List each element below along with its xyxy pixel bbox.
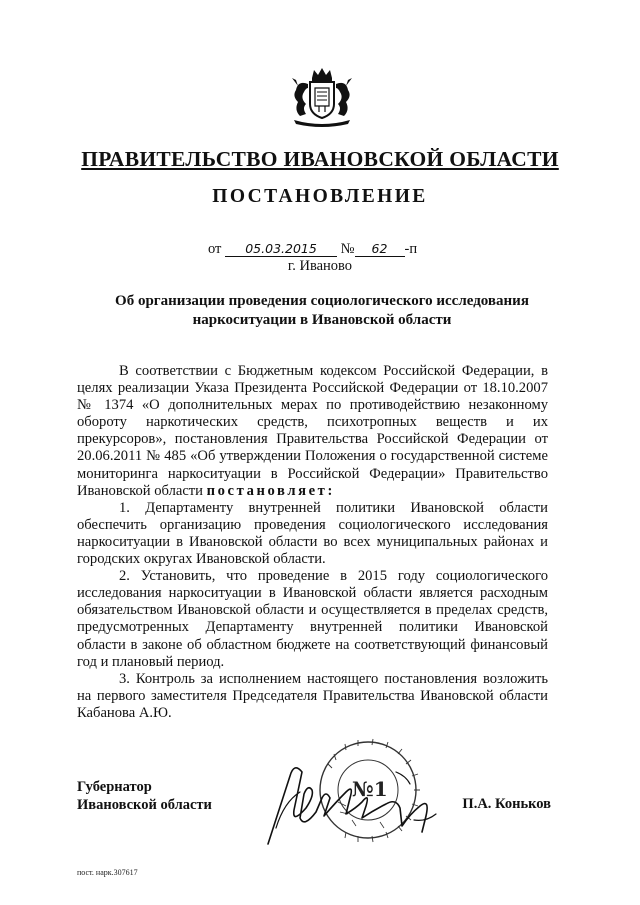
organization-title: ПРАВИТЕЛЬСТВО ИВАНОВСКОЙ ОБЛАСТИ	[81, 147, 559, 171]
subject-line-2: наркоситуации в Ивановской области	[192, 312, 452, 328]
document-type: ПОСТАНОВЛЕНИЕ	[212, 186, 428, 207]
handwritten-signature	[268, 768, 427, 844]
document-date: 05.03.2015	[225, 242, 337, 257]
city: г. Иваново	[287, 258, 353, 274]
signer-name: П.А. Коньков	[462, 796, 551, 812]
intro-text: В соответствии с Бюджетным кодексом Российской Федерации, в целях реализации Указа Президента Российской Федерации от 18.10.2007 № 1374 «О дополнительных мерах по противодействию незаконному обороту наркотических средств, психотропных веществ и их прекурсоров», постановления Правительства Российской Федерации от 20.06.2011 № 485 «Об утверждении Положения о государственной системе мониторинга наркоситуации в Российской Федерации» Правительство Ивановской области	[77, 363, 548, 499]
date-prefix: от	[208, 241, 222, 257]
signer-title-line-2: Ивановской области	[77, 797, 212, 813]
number-suffix: -п	[404, 241, 418, 257]
item-1: 1. Департаменту внутренней политики Ивановской области обеспечить организацию проведения социологического исследования наркоситуации в Ивановской области во всех муниципальных районах и городских округах Ивановской области.	[77, 499, 548, 568]
footer-reference: пост. нарк.307617	[77, 868, 138, 877]
item-2: 2. Установить, что проведение в 2015 году социологического исследования наркоситуации в Ивановской области является расходным обязательством Ивановской области и осуществляется в пределах средств, предусмотренных Департаменту внутренней политики Ивановской области в законе об областном бюджете на соответствующий финансовый год и плановый период.	[77, 568, 548, 670]
subject-line-1: Об организации проведения социологического исследования	[115, 293, 529, 309]
signature-stamp-graphic	[250, 732, 455, 850]
stamp-number: №1	[352, 777, 388, 801]
intro-paragraph	[77, 363, 548, 500]
date-number-line	[208, 241, 417, 258]
number-prefix: №	[340, 241, 355, 257]
item-3: 3. Контроль за исполнением настоящего постановления возложить на первого заместителя Председателя Правительства Ивановской области Кабанова А.Ю.	[77, 670, 548, 721]
document-subject	[96, 292, 548, 330]
coat-of-arms-icon	[286, 66, 358, 128]
document-body	[77, 363, 548, 722]
document-number: 62	[355, 242, 405, 257]
signer-title	[77, 778, 212, 814]
signer-title-line-1: Губернатор	[77, 779, 152, 795]
resolution-keyword: постановляет:	[206, 482, 335, 499]
